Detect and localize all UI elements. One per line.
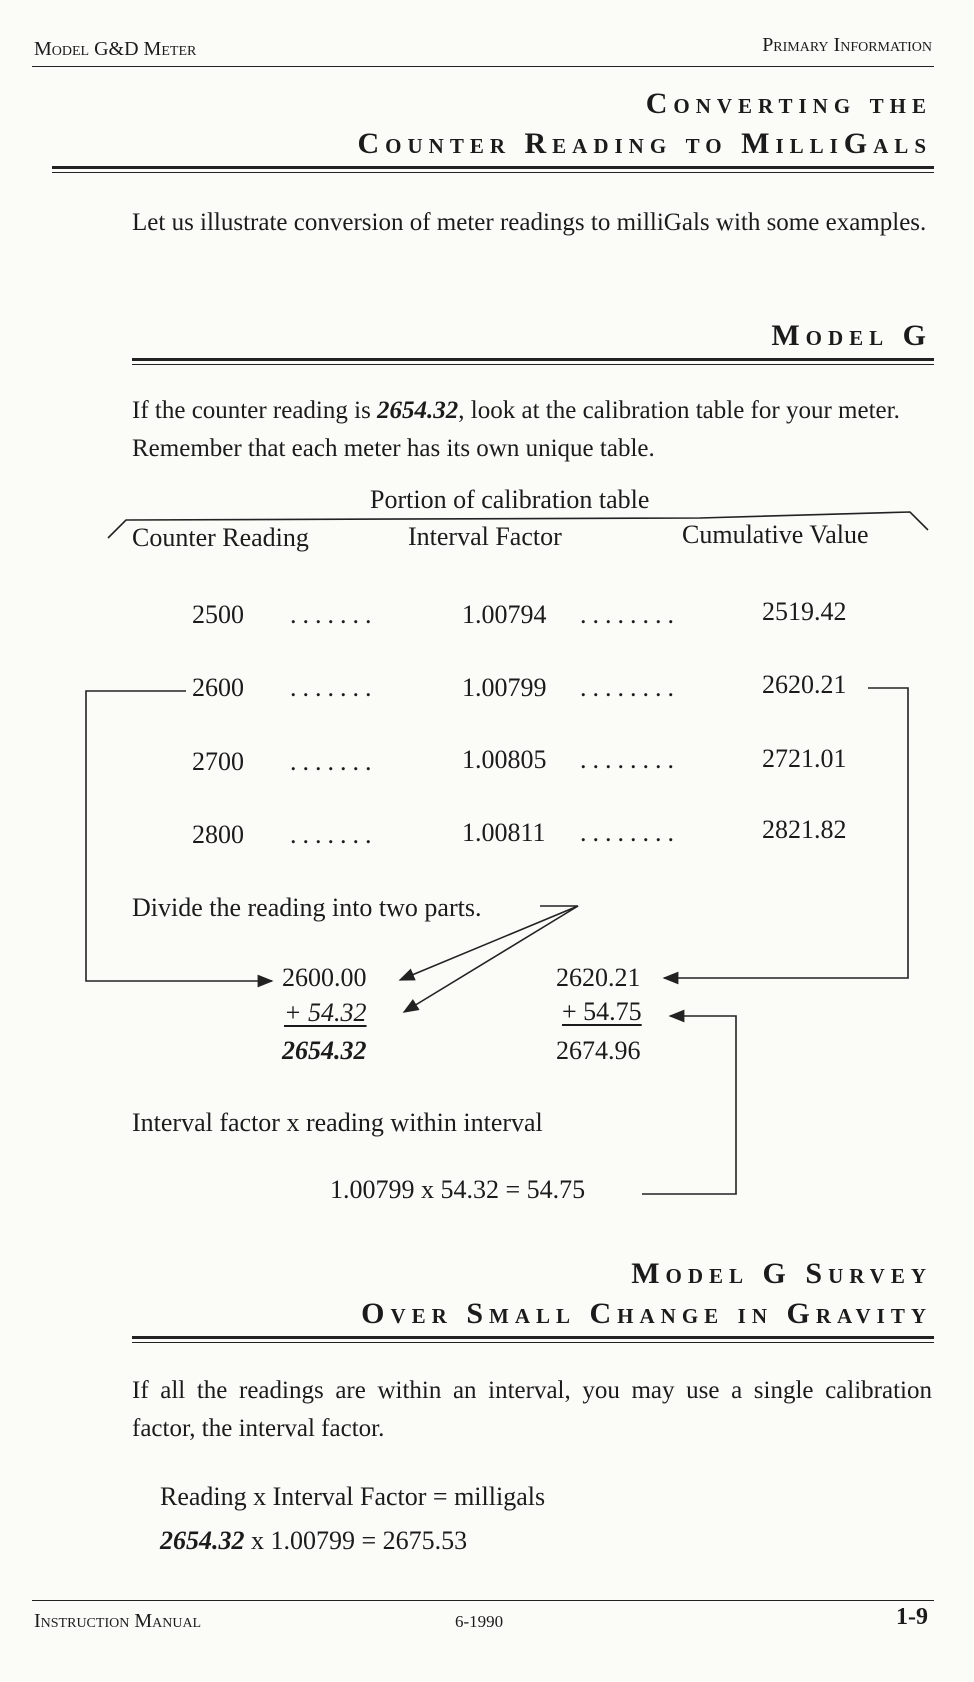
row-dots: ....... — [290, 820, 378, 849]
header-left: Model G&D Meter — [34, 38, 197, 60]
bracket-2600 — [86, 691, 272, 981]
row-factor: 1.00794 — [462, 600, 547, 629]
row-factor: 1.00799 — [462, 673, 547, 702]
example-reading: 2654.32 — [160, 1526, 245, 1555]
result-sum: 2674.96 — [556, 1036, 641, 1065]
footer-rule — [32, 1600, 934, 1601]
para-text-a: If the counter reading is — [132, 397, 378, 424]
section-title-model-g: Model G — [771, 319, 932, 352]
section-rule-thin — [132, 1342, 934, 1343]
row-reading: 2800 — [192, 820, 244, 849]
survey-paragraph: If all the readings are within an interval, you may use a single calibration factor, the interval factor. — [132, 1377, 932, 1442]
row-dots: ....... — [290, 747, 378, 776]
column-header: Counter Reading — [132, 523, 309, 552]
row-cumulative: 2721.01 — [762, 744, 847, 773]
arrow-to-remainder — [404, 906, 578, 1012]
interval-product: + 54.75 — [562, 997, 642, 1026]
divide-instruction: Divide the reading into two parts. — [132, 893, 482, 922]
part-base: 2600.00 — [282, 963, 367, 992]
para-text-b: , look at the calibration table for your meter. Remember that each meter has its own unique table. — [132, 397, 900, 462]
bracket-interval-result — [642, 1016, 736, 1194]
row-reading: 2600 — [192, 673, 244, 702]
table-caption: Portion of calibration table — [370, 485, 650, 514]
footer-left: Instruction Manual — [34, 1610, 202, 1632]
row-dots: ........ — [580, 673, 680, 702]
row-dots: ....... — [290, 600, 378, 629]
column-header: Cumulative Value — [682, 520, 869, 549]
row-dots: ........ — [580, 818, 680, 847]
header-right: Primary Information — [762, 34, 932, 56]
section-title-survey-line2: Over Small Change in Gravity — [361, 1297, 932, 1330]
section-title-converting-line1: Converting the — [645, 87, 932, 120]
bracket-2620 — [664, 688, 908, 978]
interval-instruction: Interval factor x reading within interval — [132, 1108, 543, 1137]
cumulative-base: 2620.21 — [556, 963, 641, 992]
row-reading: 2500 — [192, 600, 244, 629]
row-dots: ........ — [580, 745, 680, 774]
column-header: Interval Factor — [408, 522, 562, 551]
survey-formula: Reading x Interval Factor = milligals — [160, 1482, 546, 1511]
interval-equation: 1.00799 x 54.32 = 54.75 — [330, 1175, 586, 1204]
section-title-survey-line1: Model G Survey — [631, 1257, 932, 1290]
section-rule — [132, 1336, 934, 1339]
counter-reading-value: 2654.32 — [377, 397, 459, 424]
part-remainder: + 54.32 — [284, 998, 367, 1027]
row-factor: 1.00805 — [462, 745, 547, 774]
part-sum: 2654.32 — [282, 1036, 367, 1065]
row-factor: 1.00811 — [462, 818, 546, 847]
row-dots: ....... — [290, 673, 378, 702]
table-bracket — [108, 512, 928, 538]
survey-example — [160, 1526, 467, 1556]
footer-date: 6-1990 — [455, 1612, 504, 1631]
row-dots: ........ — [580, 600, 680, 629]
intro-paragraph: Let us illustrate conversion of meter readings to milliGals with some examples. — [132, 209, 927, 236]
arrow-to-base — [400, 906, 578, 980]
section-title-converting-line2: Counter Reading to MilliGals — [357, 127, 932, 160]
row-cumulative: 2821.82 — [762, 815, 847, 844]
row-cumulative: 2620.21 — [762, 670, 847, 699]
row-reading: 2700 — [192, 747, 244, 776]
example-rest: x 1.00799 = 2675.53 — [244, 1526, 468, 1555]
page-number: 1-9 — [896, 1604, 928, 1630]
row-cumulative: 2519.42 — [762, 597, 847, 626]
